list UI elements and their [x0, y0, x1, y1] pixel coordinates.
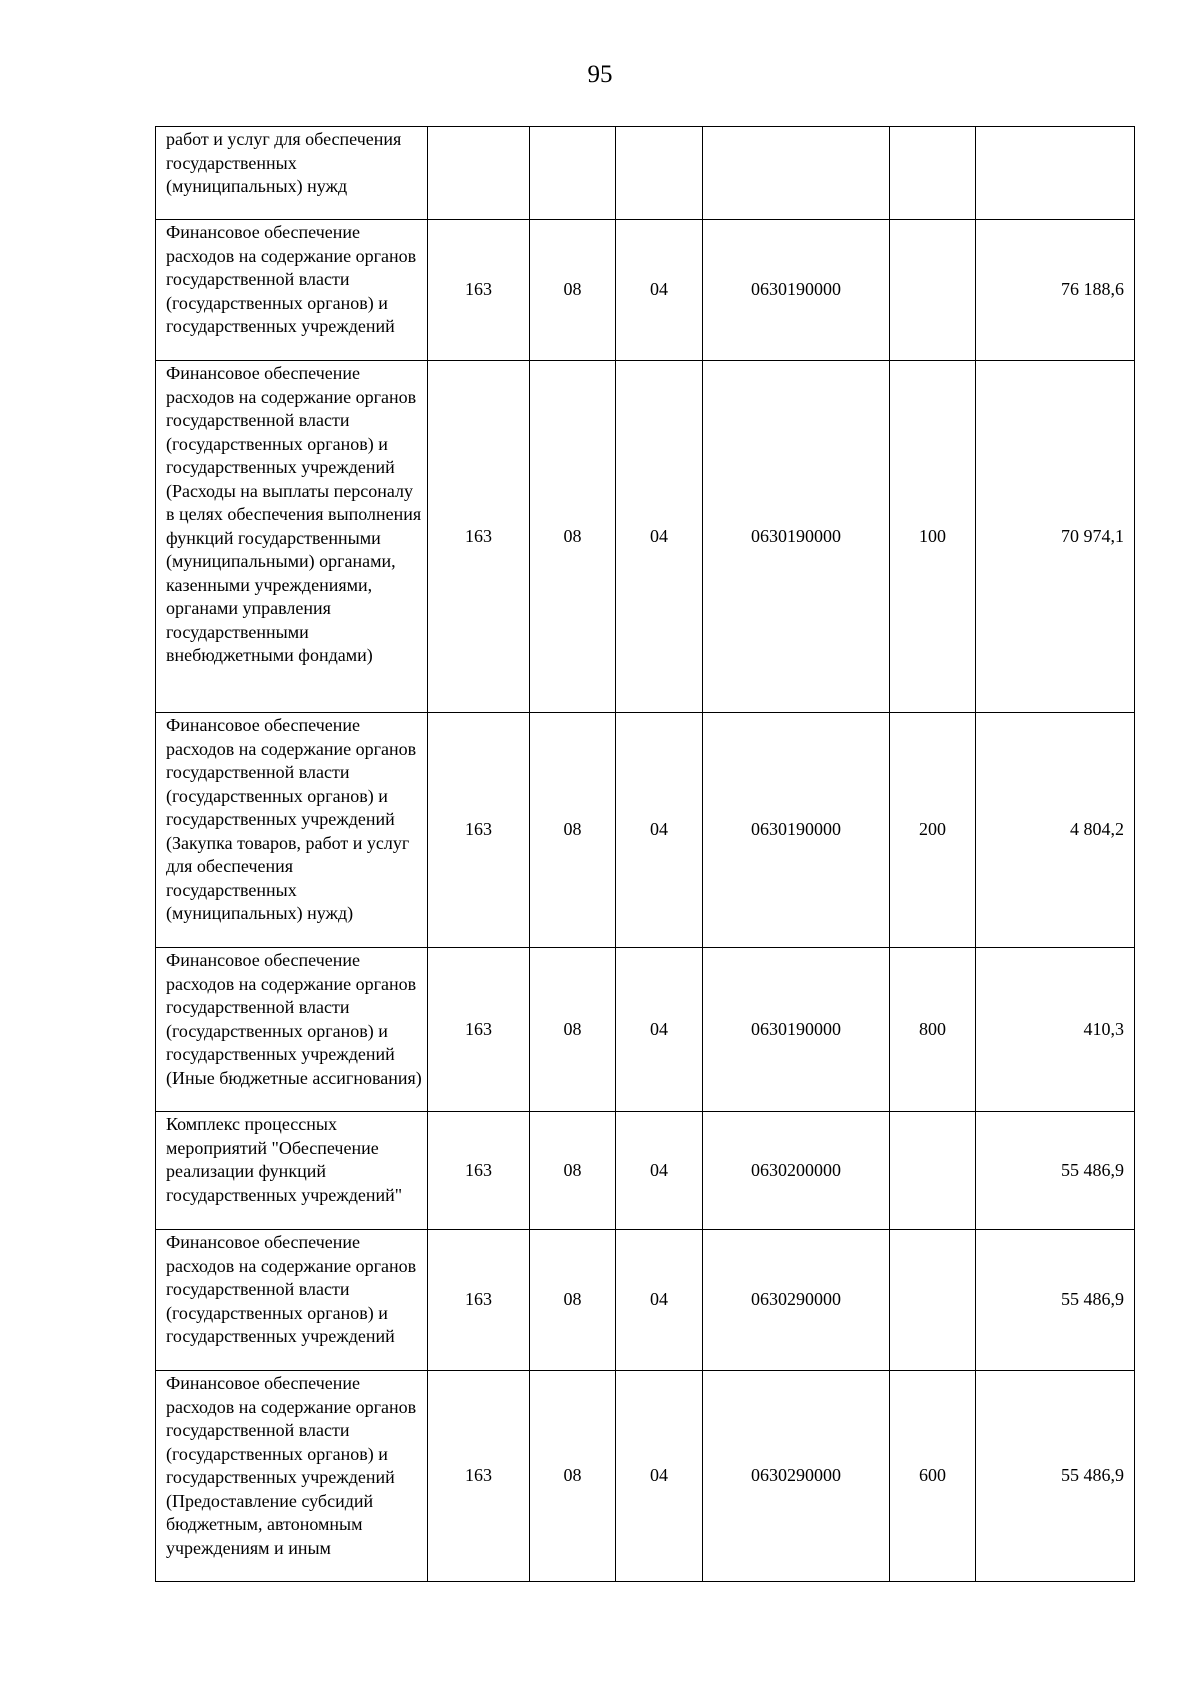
row-name: Финансовое обеспечение расходов на содержание органов государственной власти (государственных органов) и государственных учреждений (Предоставление субсидий бюджетным, автономным учреждениям и иным [156, 1371, 428, 1582]
row-name: Финансовое обеспечение расходов на содержание органов государственной власти (государственных органов) и государственных учреждений (Иные бюджетные ассигнования) [156, 948, 428, 1112]
amount: 70 974,1 [976, 361, 1135, 713]
row-name: Финансовое обеспечение расходов на содержание органов государственной власти (государственных органов) и государственных учреждений (Расходы на выплаты персоналу в целях обеспечения выполнения функций государственными (муниципальными) органами, казенными учреждениями, органами управления государственными внебюджетными фондами) [156, 361, 428, 713]
target-article-code [703, 127, 890, 220]
grbs-code: 163 [428, 1112, 530, 1230]
table-row [156, 1112, 1135, 1230]
expense-type-code [890, 1230, 976, 1371]
amount: 76 188,6 [976, 220, 1135, 361]
amount [976, 127, 1135, 220]
row-name: Финансовое обеспечение расходов на содержание органов государственной власти (государственных органов) и государственных учреждений [156, 1230, 428, 1371]
subsection-code: 04 [616, 1230, 703, 1371]
target-article-code: 0630190000 [703, 713, 890, 948]
expense-type-code: 100 [890, 361, 976, 713]
amount: 4 804,2 [976, 713, 1135, 948]
table-row [156, 127, 1135, 220]
grbs-code: 163 [428, 1230, 530, 1371]
table-row [156, 1371, 1135, 1582]
target-article-code: 0630190000 [703, 361, 890, 713]
subsection-code: 04 [616, 713, 703, 948]
subsection-code: 04 [616, 361, 703, 713]
target-article-code: 0630290000 [703, 1371, 890, 1582]
row-name: Комплекс процессных мероприятий "Обеспечение реализации функций государственных учреждений" [156, 1112, 428, 1230]
grbs-code: 163 [428, 713, 530, 948]
section-code: 08 [530, 220, 616, 361]
section-code: 08 [530, 1371, 616, 1582]
amount: 410,3 [976, 948, 1135, 1112]
budget-table [155, 126, 1135, 1582]
expense-type-code [890, 220, 976, 361]
page-number: 95 [587, 61, 613, 88]
amount: 55 486,9 [976, 1230, 1135, 1371]
section-code: 08 [530, 1230, 616, 1371]
grbs-code: 163 [428, 1371, 530, 1582]
expense-type-code: 600 [890, 1371, 976, 1582]
table-row [156, 1230, 1135, 1371]
target-article-code: 0630200000 [703, 1112, 890, 1230]
amount: 55 486,9 [976, 1371, 1135, 1582]
section-code [530, 127, 616, 220]
section-code: 08 [530, 713, 616, 948]
section-code: 08 [530, 361, 616, 713]
expense-type-code [890, 1112, 976, 1230]
subsection-code: 04 [616, 220, 703, 361]
table-row [156, 361, 1135, 713]
row-name: Финансовое обеспечение расходов на содержание органов государственной власти (государственных органов) и государственных учреждений (Закупка товаров, работ и услуг для обеспечения государственных (муниципальных) нужд) [156, 713, 428, 948]
section-code: 08 [530, 948, 616, 1112]
row-name: работ и услуг для обеспечения государственных (муниципальных) нужд [156, 127, 428, 220]
row-name: Финансовое обеспечение расходов на содержание органов государственной власти (государственных органов) и государственных учреждений [156, 220, 428, 361]
expense-type-code [890, 127, 976, 220]
subsection-code: 04 [616, 948, 703, 1112]
section-code: 08 [530, 1112, 616, 1230]
table-row [156, 713, 1135, 948]
target-article-code: 0630190000 [703, 948, 890, 1112]
expense-type-code: 200 [890, 713, 976, 948]
table-row [156, 948, 1135, 1112]
table-row [156, 220, 1135, 361]
target-article-code: 0630290000 [703, 1230, 890, 1371]
grbs-code [428, 127, 530, 220]
target-article-code: 0630190000 [703, 220, 890, 361]
expense-type-code: 800 [890, 948, 976, 1112]
grbs-code: 163 [428, 220, 530, 361]
amount: 55 486,9 [976, 1112, 1135, 1230]
subsection-code [616, 127, 703, 220]
grbs-code: 163 [428, 948, 530, 1112]
subsection-code: 04 [616, 1371, 703, 1582]
subsection-code: 04 [616, 1112, 703, 1230]
grbs-code: 163 [428, 361, 530, 713]
